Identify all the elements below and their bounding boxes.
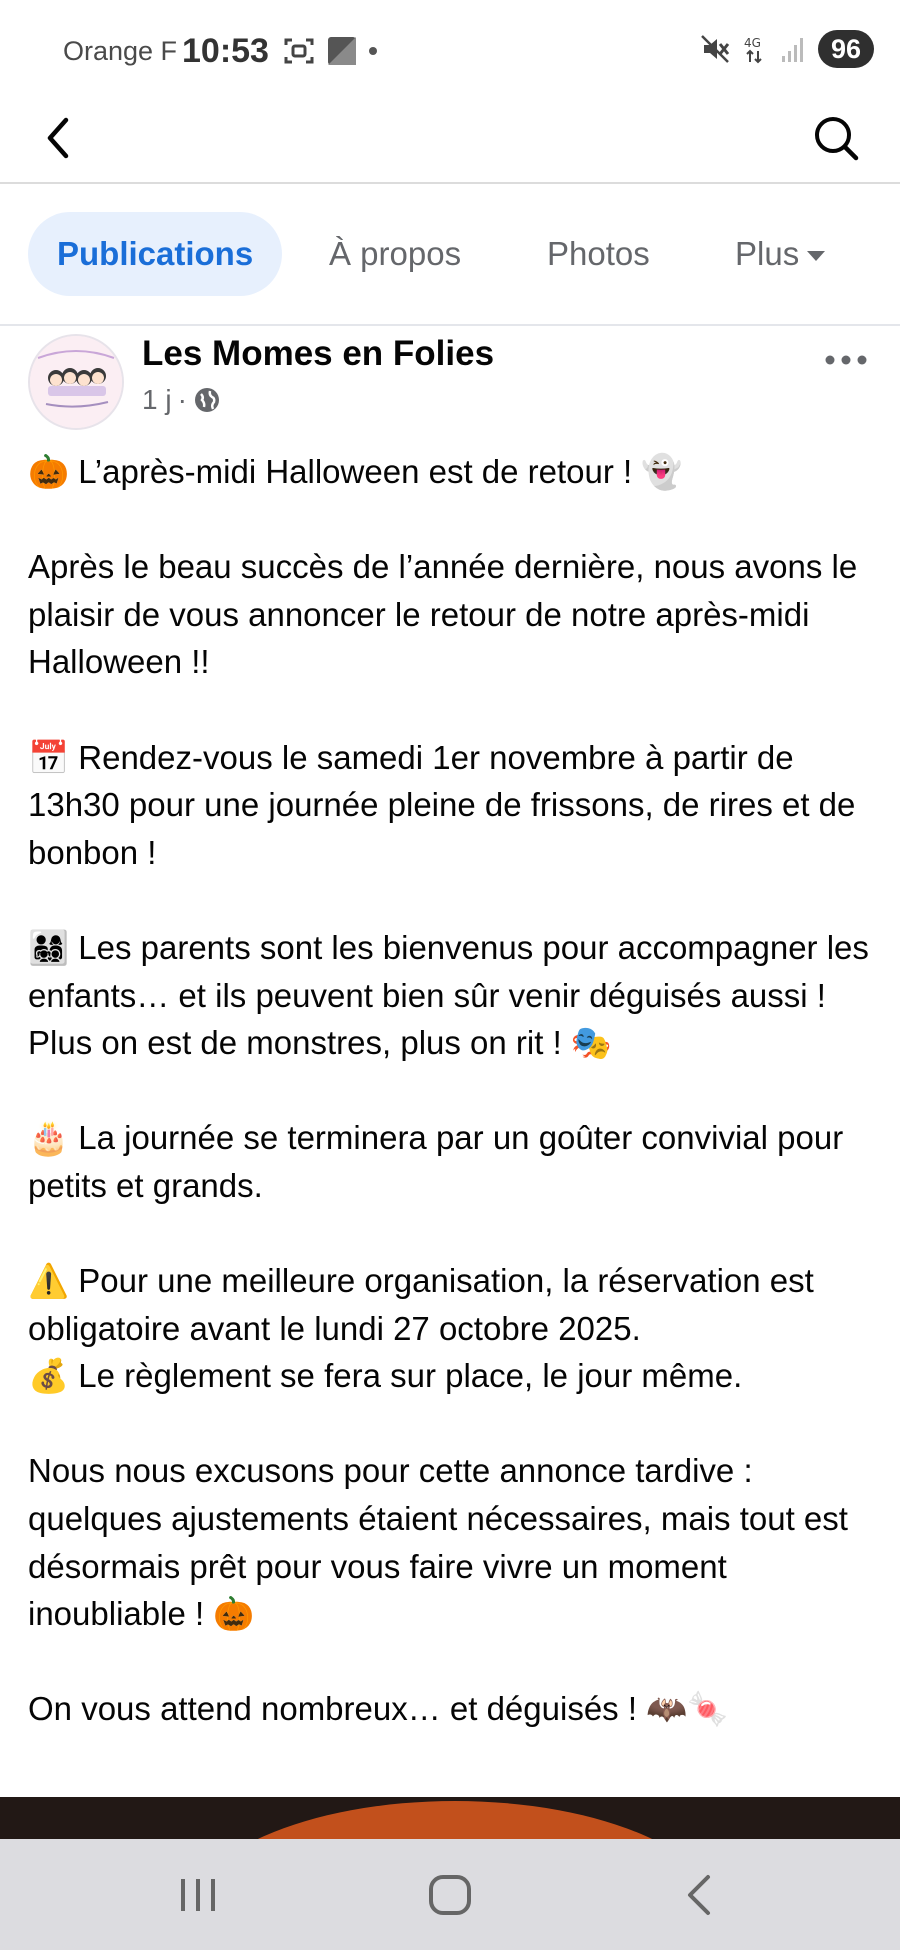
avatar-illustration-icon xyxy=(30,336,122,428)
paragraph-gap xyxy=(28,1400,878,1448)
carrier-label: Orange F xyxy=(63,36,178,66)
status-bar xyxy=(0,0,900,100)
paragraph-gap xyxy=(28,686,878,734)
page-avatar[interactable] xyxy=(28,334,124,430)
globe-icon xyxy=(193,386,221,414)
post-line: 🎃 L’après-midi Halloween est de retour ! 👻 xyxy=(28,453,683,490)
home-icon xyxy=(420,1869,480,1921)
search-button[interactable] xyxy=(806,108,866,168)
profile-tabs xyxy=(0,184,900,326)
pumpkin-illustration xyxy=(185,1801,725,1839)
post-line: 👨‍👩‍👧‍👦 Les parents sont les bienvenus pour accompagner les enfants… et ils peuvent bien sûr venir déguisés aussi ! Plus on est de monstres, plus on rit ! 🎭 xyxy=(28,928,869,1062)
back-icon xyxy=(672,1869,732,1921)
status-left-icons xyxy=(283,36,377,66)
post-line: On vous attend nombreux… et déguisés ! 🦇🍬 xyxy=(28,1690,729,1728)
tab-publications-label: Publications xyxy=(57,235,254,272)
top-app-bar xyxy=(0,100,900,184)
recents-button[interactable] xyxy=(168,1869,228,1921)
paragraph-gap xyxy=(28,1638,878,1686)
back-button[interactable] xyxy=(32,108,92,168)
signal-icon xyxy=(780,34,806,64)
caret-down-icon xyxy=(807,251,825,261)
status-time: 10:53 xyxy=(182,32,269,70)
paragraph-gap xyxy=(28,1067,878,1115)
system-back-button[interactable] xyxy=(672,1869,732,1921)
post-line: ⚠️ Pour une meilleure organisation, la réservation est obligatoire avant le lundi 27 octobre 2025. xyxy=(28,1262,814,1347)
network-4g-icon xyxy=(742,34,768,64)
notification-dot-icon xyxy=(369,47,377,55)
mute-icon xyxy=(700,34,730,64)
tab-photos[interactable] xyxy=(547,212,650,296)
post-time[interactable]: 1 j xyxy=(142,384,172,415)
more-horizontal-icon xyxy=(816,340,876,380)
post-line: Nous nous excusons pour cette annonce tardive : quelques ajustements étaient nécessaires, mais tout est désormais prêt pour vous faire vivre un moment inoubliable ! 🎃 xyxy=(28,1452,848,1633)
meta-separator: · xyxy=(177,384,187,415)
paragraph-gap xyxy=(28,496,878,544)
gallery-icon xyxy=(327,36,357,66)
search-icon xyxy=(806,108,866,168)
page-name[interactable]: Les Momes en Folies xyxy=(142,334,495,373)
more-options-button[interactable] xyxy=(816,340,876,380)
post-line: 📅 Rendez-vous le samedi 1er novembre à partir de 13h30 pour une journée pleine de frissons, de rires et de bonbon ! xyxy=(28,738,856,871)
system-nav-bar xyxy=(0,1839,900,1950)
tab-a-propos[interactable] xyxy=(329,212,461,296)
tab-publications[interactable] xyxy=(28,212,282,296)
post-header xyxy=(0,326,900,436)
tab-a-propos-label: À propos xyxy=(329,235,462,272)
paragraph-gap xyxy=(28,1210,878,1258)
post-image[interactable] xyxy=(0,1797,900,1839)
home-button[interactable] xyxy=(420,1869,480,1921)
post-line: 🎂 La journée se terminera par un goûter convivial pour petits et grands. xyxy=(28,1119,844,1204)
svg-text:4G: 4G xyxy=(743,36,761,50)
screenshot-icon xyxy=(283,36,315,66)
chevron-left-icon xyxy=(32,108,92,168)
tab-plus-label: Plus xyxy=(735,235,800,272)
tab-photos-label: Photos xyxy=(547,235,650,272)
status-right-icons xyxy=(700,30,874,68)
post-meta xyxy=(142,384,221,416)
battery-level: 96 xyxy=(818,30,874,68)
tab-plus[interactable] xyxy=(735,212,825,296)
paragraph-gap xyxy=(28,876,878,924)
post-line: Après le beau succès de l’année dernière, nous avons le plaisir de vous annoncer le retour de notre après-midi Halloween !! xyxy=(28,548,858,681)
recents-icon xyxy=(168,1869,228,1921)
post-line: 💰 Le règlement se fera sur place, le jour même. xyxy=(28,1357,743,1395)
post-text xyxy=(28,448,878,1733)
